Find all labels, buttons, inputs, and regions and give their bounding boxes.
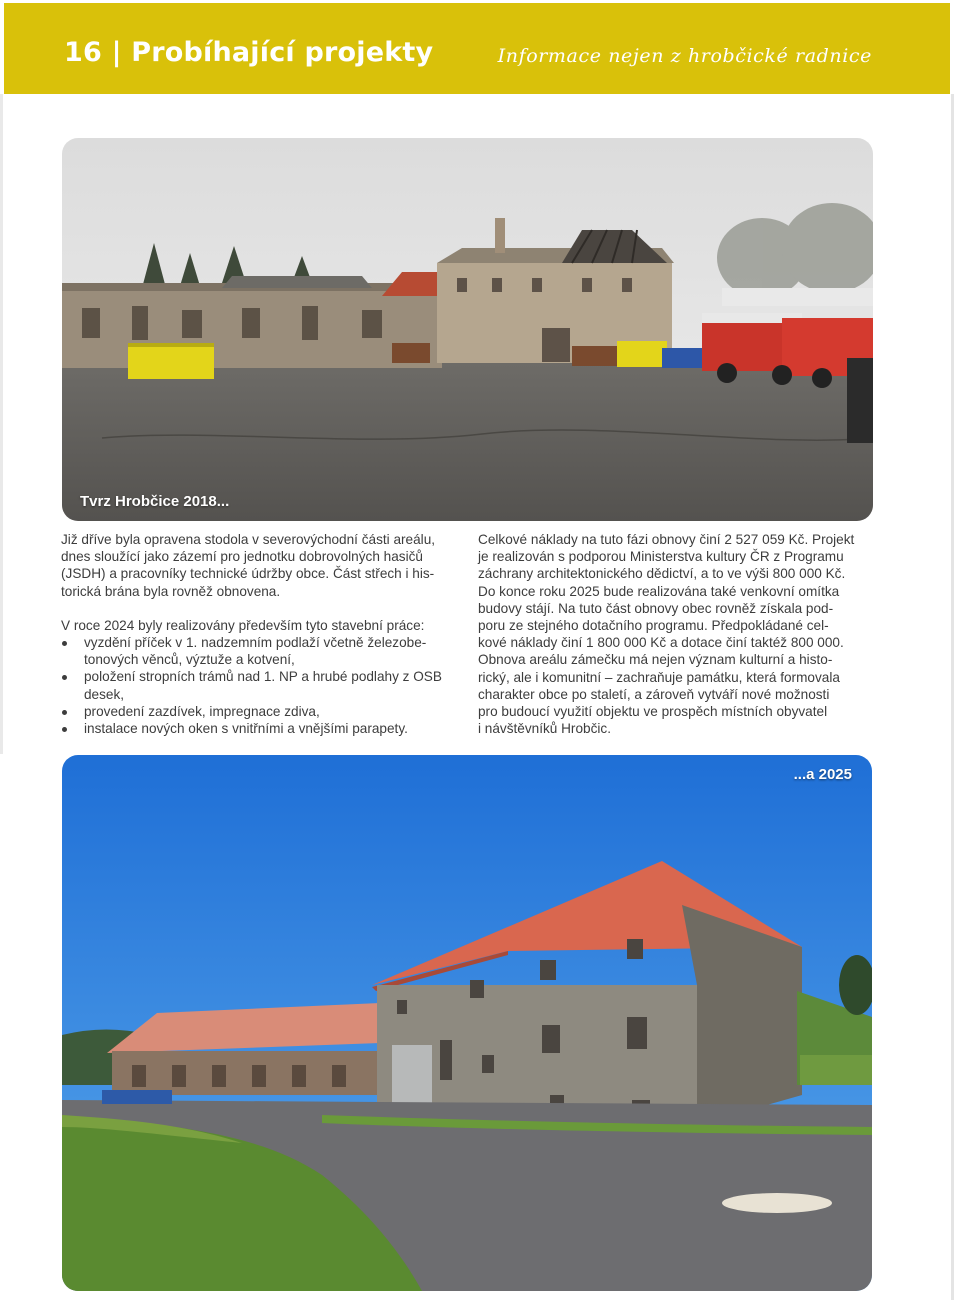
paragraph-costs-line: kové náklady činí 1 800 000 Kč a dotace činí taktéž 800 000.: [478, 635, 844, 651]
list-item: [61, 703, 459, 720]
list-item-line: vyzdění příček v 1. nadzemním podlaží včetně železobe-: [84, 635, 427, 651]
page-header: [4, 3, 950, 94]
list-item-line: instalace nových oken s vnitřními a vnějšími parapety.: [84, 721, 408, 737]
photo-2018-illustration: [62, 138, 873, 521]
list-item: [61, 668, 459, 702]
article-left-column: [61, 531, 459, 737]
photo-caption-2018: Tvrz Hrobčice 2018...: [80, 493, 230, 510]
paragraph-costs-line: rický, ale i komunitní – zachraňuje památku, která formovala: [478, 669, 840, 685]
paragraph-barn-line: dnes sloužící jako zázemí pro jednotku dobrovolných hasičů: [61, 549, 423, 565]
list-item: [61, 720, 459, 737]
paragraph-barn-line: Již dříve byla opravena stodola v severovýchodní části areálu,: [61, 532, 436, 547]
paragraph-costs-line: i návštěvníků Hrobčic.: [478, 721, 611, 737]
article-right-column: [478, 531, 876, 737]
paragraph-costs-line: záchrany architektonického dědictví, a to ve výši 800 000 Kč.: [478, 566, 846, 582]
photo-2025-illustration: [62, 755, 872, 1291]
paragraph-works-intro: V roce 2024 byly realizovány především tyto stavební práce:: [61, 617, 425, 633]
list-item: [61, 634, 459, 668]
paragraph-costs-line: charakter obce po staletí, a zároveň vytváří nové možnosti: [478, 686, 830, 702]
paragraph-barn-line: (JSDH) a pracovníky technické údržby obce. Část střech i his-: [61, 566, 435, 582]
paragraph-barn-line: torická brána byla rovněž obnovena.: [61, 583, 281, 599]
paragraph-costs-line: pro budoucí využití objektu ve prospěch místních obyvatel: [478, 704, 828, 720]
page-title: 16 | Probíhající projekty: [64, 37, 434, 68]
list-item-line: položení stropních trámů nad 1. NP a hrubé podlahy z OSB: [84, 669, 442, 685]
photo-caption-2025: ...a 2025: [793, 766, 852, 783]
page-edge-rule-left: [0, 94, 3, 754]
paragraph-costs-line: je realizován s podporou Ministerstva kultury ČR z Programu: [478, 549, 844, 565]
paragraph-costs-line: Celkové náklady na tuto fázi obnovy činí 2 527 059 Kč. Projekt: [478, 532, 855, 547]
photo-fortress-2018: [62, 138, 873, 521]
photo-fortress-2025: [62, 755, 872, 1291]
list-item-line: tonových věnců, výztuže a kotvení,: [84, 652, 295, 668]
list-item-line: provedení zazdívek, impregnace zdiva,: [84, 703, 320, 719]
paragraph-costs-line: budovy stájí. Na tuto část obnovy obec rovněž získala pod-: [478, 600, 834, 616]
list-item-line: desek,: [84, 686, 125, 702]
paragraph-costs-line: poru ze stejného dotačního programu. Předpokládané cel-: [478, 618, 829, 634]
paragraph-costs-line: Obnova areálu zámečku má nejen význam kulturní a histo-: [478, 652, 833, 668]
header-subtitle: Informace nejen z hrobčické radnice: [497, 45, 872, 67]
paragraph-costs-line: Do konce roku 2025 bude realizována také venkovní omítka: [478, 583, 840, 599]
works-list: [61, 634, 459, 737]
